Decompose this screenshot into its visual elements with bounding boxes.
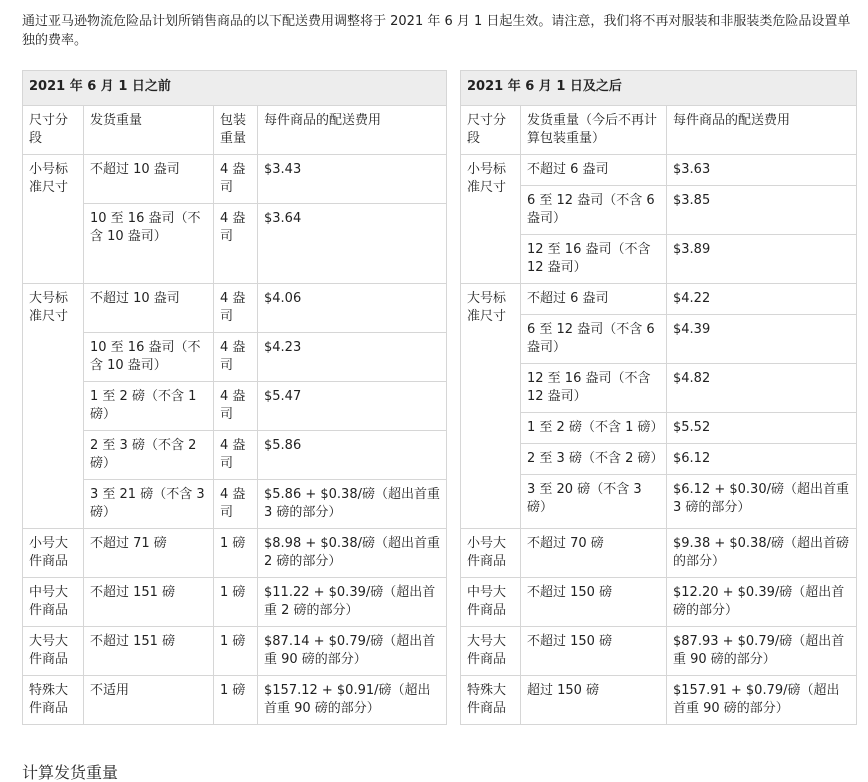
table-title-after: 2021 年 6 月 1 日及之后 bbox=[461, 71, 857, 106]
packaging-weight-cell: 1 磅 bbox=[214, 676, 258, 725]
table-row bbox=[23, 627, 447, 676]
fee-cell: $157.12 + $0.91/磅（超出首重 90 磅的部分） bbox=[258, 676, 447, 725]
size-tier-cell: 小号标准尺寸 bbox=[461, 155, 521, 284]
header-row-after bbox=[461, 106, 857, 155]
weight-cell: 3 至 20 磅（不含 3 磅） bbox=[521, 475, 667, 529]
weight-cell: 2 至 3 磅（不含 2 磅） bbox=[84, 431, 214, 480]
table-body-before bbox=[23, 155, 447, 725]
table-row bbox=[23, 529, 447, 578]
size-tier-cell: 大号标准尺寸 bbox=[23, 284, 84, 529]
fee-cell: $5.86 bbox=[258, 431, 447, 480]
header-cell: 尺寸分段 bbox=[461, 106, 521, 155]
weight-cell: 6 至 12 盎司（不含 6 盎司） bbox=[521, 186, 667, 235]
table-row bbox=[461, 627, 857, 676]
table-row bbox=[23, 204, 447, 284]
weight-cell: 1 至 2 磅（不含 1 磅） bbox=[521, 413, 667, 444]
size-tier-cell: 小号标准尺寸 bbox=[23, 155, 84, 284]
header-cell: 发货重量（今后不再计算包装重量） bbox=[521, 106, 667, 155]
table-row bbox=[23, 155, 447, 204]
fee-cell: $3.43 bbox=[258, 155, 447, 204]
fee-cell: $5.52 bbox=[667, 413, 857, 444]
next-section-heading: 计算发货重量 bbox=[22, 763, 119, 782]
fee-cell: $4.06 bbox=[258, 284, 447, 333]
fee-cell: $6.12 bbox=[667, 444, 857, 475]
weight-cell: 不适用 bbox=[84, 676, 214, 725]
fee-cell: $9.38 + $0.38/磅（超出首磅的部分） bbox=[667, 529, 857, 578]
fee-cell: $12.20 + $0.39/磅（超出首磅的部分） bbox=[667, 578, 857, 627]
table-row bbox=[23, 284, 447, 333]
packaging-weight-cell: 4 盎司 bbox=[214, 382, 258, 431]
fee-cell: $3.64 bbox=[258, 204, 447, 284]
weight-cell: 不超过 6 盎司 bbox=[521, 155, 667, 186]
packaging-weight-cell: 4 盎司 bbox=[214, 284, 258, 333]
packaging-weight-cell: 4 盎司 bbox=[214, 431, 258, 480]
packaging-weight-cell: 1 磅 bbox=[214, 529, 258, 578]
size-tier-cell: 大号标准尺寸 bbox=[461, 284, 521, 529]
table-row bbox=[461, 578, 857, 627]
weight-cell: 10 至 16 盎司（不含 10 盎司） bbox=[84, 204, 214, 284]
weight-cell: 12 至 16 盎司（不含 12 盎司） bbox=[521, 235, 667, 284]
fee-cell: $11.22 + $0.39/磅（超出首重 2 磅的部分） bbox=[258, 578, 447, 627]
header-row-before bbox=[23, 106, 447, 155]
fee-cell: $3.85 bbox=[667, 186, 857, 235]
weight-cell: 1 至 2 磅（不含 1 磅） bbox=[84, 382, 214, 431]
fee-cell: $4.39 bbox=[667, 315, 857, 364]
packaging-weight-cell: 1 磅 bbox=[214, 627, 258, 676]
weight-cell: 超过 150 磅 bbox=[521, 676, 667, 725]
fee-cell: $4.22 bbox=[667, 284, 857, 315]
table-row bbox=[461, 364, 857, 413]
weight-cell: 不超过 10 盎司 bbox=[84, 155, 214, 204]
fee-cell: $8.98 + $0.38/磅（超出首重 2 磅的部分） bbox=[258, 529, 447, 578]
fee-cell: $3.63 bbox=[667, 155, 857, 186]
fee-cell: $4.23 bbox=[258, 333, 447, 382]
weight-cell: 不超过 70 磅 bbox=[521, 529, 667, 578]
size-tier-cell: 中号大件商品 bbox=[461, 578, 521, 627]
weight-cell: 3 至 21 磅（不含 3 磅） bbox=[84, 480, 214, 529]
packaging-weight-cell: 4 盎司 bbox=[214, 480, 258, 529]
table-row bbox=[23, 676, 447, 725]
fee-cell: $4.82 bbox=[667, 364, 857, 413]
header-cell: 每件商品的配送费用 bbox=[258, 106, 447, 155]
size-tier-cell: 小号大件商品 bbox=[23, 529, 84, 578]
weight-cell: 不超过 150 磅 bbox=[521, 627, 667, 676]
header-cell: 每件商品的配送费用 bbox=[667, 106, 857, 155]
size-tier-cell: 大号大件商品 bbox=[23, 627, 84, 676]
table-row bbox=[461, 475, 857, 529]
packaging-weight-cell: 4 盎司 bbox=[214, 333, 258, 382]
weight-cell: 10 至 16 盎司（不含 10 盎司） bbox=[84, 333, 214, 382]
table-body-after bbox=[461, 155, 857, 725]
weight-cell: 6 至 12 盎司（不含 6 盎司） bbox=[521, 315, 667, 364]
fee-cell: $87.93 + $0.79/磅（超出首重 90 磅的部分） bbox=[667, 627, 857, 676]
table-row bbox=[461, 676, 857, 725]
weight-cell: 不超过 71 磅 bbox=[84, 529, 214, 578]
weight-cell: 不超过 150 磅 bbox=[521, 578, 667, 627]
fee-cell: $3.89 bbox=[667, 235, 857, 284]
size-tier-cell: 小号大件商品 bbox=[461, 529, 521, 578]
table-row bbox=[461, 235, 857, 284]
table-row bbox=[461, 155, 857, 186]
table-row bbox=[461, 284, 857, 315]
weight-cell: 不超过 151 磅 bbox=[84, 578, 214, 627]
weight-cell: 不超过 10 盎司 bbox=[84, 284, 214, 333]
table-row bbox=[461, 186, 857, 235]
table-row bbox=[461, 315, 857, 364]
fee-cell: $5.47 bbox=[258, 382, 447, 431]
fee-cell: $157.91 + $0.79/磅（超出首重 90 磅的部分） bbox=[667, 676, 857, 725]
table-row bbox=[23, 578, 447, 627]
table-row bbox=[23, 333, 447, 382]
size-tier-cell: 中号大件商品 bbox=[23, 578, 84, 627]
fee-table-after bbox=[460, 70, 857, 725]
packaging-weight-cell: 4 盎司 bbox=[214, 204, 258, 284]
table-title-before: 2021 年 6 月 1 日之前 bbox=[23, 71, 447, 106]
size-tier-cell: 特殊大件商品 bbox=[23, 676, 84, 725]
intro-paragraph: 通过亚马逊物流危险品计划所销售商品的以下配送费用调整将于 2021 年 6 月 1 日起生效。请注意，我们将不再对服装和非服装类危险品设置单独的费率。 bbox=[22, 14, 851, 48]
size-tier-cell: 大号大件商品 bbox=[461, 627, 521, 676]
header-cell: 发货重量 bbox=[84, 106, 214, 155]
weight-cell: 不超过 6 盎司 bbox=[521, 284, 667, 315]
table-row bbox=[461, 444, 857, 475]
fee-cell: $6.12 + $0.30/磅（超出首重 3 磅的部分） bbox=[667, 475, 857, 529]
table-row bbox=[461, 413, 857, 444]
fee-table-before bbox=[22, 70, 447, 725]
weight-cell: 2 至 3 磅（不含 2 磅） bbox=[521, 444, 667, 475]
table-row bbox=[461, 529, 857, 578]
packaging-weight-cell: 1 磅 bbox=[214, 578, 258, 627]
table-row bbox=[23, 382, 447, 431]
weight-cell: 12 至 16 盎司（不含 12 盎司） bbox=[521, 364, 667, 413]
header-cell: 尺寸分段 bbox=[23, 106, 84, 155]
fee-cell: $87.14 + $0.79/磅（超出首重 90 磅的部分） bbox=[258, 627, 447, 676]
packaging-weight-cell: 4 盎司 bbox=[214, 155, 258, 204]
table-row bbox=[23, 480, 447, 529]
fee-cell: $5.86 + $0.38/磅（超出首重 3 磅的部分） bbox=[258, 480, 447, 529]
weight-cell: 不超过 151 磅 bbox=[84, 627, 214, 676]
table-row bbox=[23, 431, 447, 480]
size-tier-cell: 特殊大件商品 bbox=[461, 676, 521, 725]
header-cell: 包装重量 bbox=[214, 106, 258, 155]
